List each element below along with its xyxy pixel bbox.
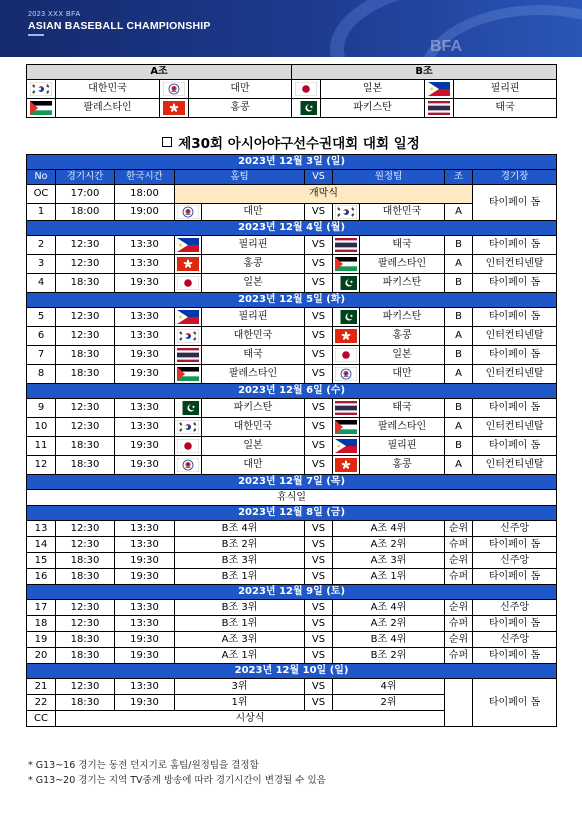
home-team: B조 4위	[175, 521, 305, 537]
match-no: 19	[27, 632, 56, 648]
match-group: A	[445, 365, 473, 384]
away-team: 팔레스타인	[360, 255, 445, 274]
match-kor-time: 19:30	[115, 632, 175, 648]
vs-label: VS	[305, 327, 333, 346]
match-group: 슈퍼	[445, 537, 473, 553]
vs-label: VS	[305, 255, 333, 274]
pakistan-flag-icon	[335, 276, 357, 290]
match-venue: 타이페이 돔	[473, 537, 557, 553]
match-kor-time: 13:30	[115, 600, 175, 616]
philippines-flag-icon	[428, 82, 450, 96]
match-kor-time: 13:30	[115, 308, 175, 327]
table-row	[27, 616, 557, 632]
home-team: 태국	[202, 346, 305, 365]
match-no: CC	[27, 711, 56, 727]
vs-label: VS	[305, 679, 333, 695]
match-group: 순위	[445, 600, 473, 616]
match-kor-time: 13:30	[115, 537, 175, 553]
vs-label: VS	[305, 437, 333, 456]
match-group: 순위	[445, 553, 473, 569]
table-row	[27, 648, 557, 664]
match-kor-time: 19:00	[115, 204, 175, 221]
day-header: 2023년 12월 3일 (일)	[27, 155, 557, 170]
table-row	[27, 185, 557, 204]
match-venue: 타이페이 돔	[473, 274, 557, 293]
match-venue: 타이페이 돔	[473, 308, 557, 327]
header-home: 홈팀	[175, 170, 305, 185]
away-team: A조 4위	[333, 600, 445, 616]
rest-day: 휴식일	[27, 490, 557, 506]
japan-flag-icon	[177, 276, 199, 290]
match-time: 17:00	[56, 185, 115, 204]
column-header-row	[27, 170, 557, 185]
opening-ceremony: 개막식	[175, 185, 473, 204]
closing-ceremony: 시상식	[56, 711, 445, 727]
korea-flag-icon	[30, 82, 52, 96]
away-team: 대한민국	[360, 204, 445, 221]
vs-label: VS	[305, 418, 333, 437]
match-time: 18:30	[56, 365, 115, 384]
vs-label: VS	[305, 632, 333, 648]
match-kor-time: 19:30	[115, 695, 175, 711]
pakistan-flag-icon	[295, 101, 317, 115]
table-row	[27, 236, 557, 255]
hongkong-flag-icon	[177, 257, 199, 271]
home-team: B조 1위	[175, 616, 305, 632]
match-time: 12:30	[56, 537, 115, 553]
match-group: 슈퍼	[445, 648, 473, 664]
header-no: No	[27, 170, 56, 185]
table-row	[27, 346, 557, 365]
group-team: 일본	[321, 80, 425, 99]
match-venue: 타이페이 돔	[473, 399, 557, 418]
day-header: 2023년 12월 5일 (화)	[27, 293, 557, 308]
taipei-flag-icon	[335, 367, 357, 381]
match-venue: 인터컨티넨탈	[473, 255, 557, 274]
match-kor-time: 19:30	[115, 437, 175, 456]
group-team: 대만	[189, 80, 292, 99]
match-no: 9	[27, 399, 56, 418]
table-row	[27, 274, 557, 293]
match-no: 11	[27, 437, 56, 456]
match-time: 18:30	[56, 456, 115, 475]
vs-label: VS	[305, 399, 333, 418]
header-away: 원정팀	[333, 170, 445, 185]
thailand-flag-icon	[428, 101, 450, 115]
home-team: 파키스탄	[202, 399, 305, 418]
match-no: 8	[27, 365, 56, 384]
group-team: 파키스탄	[321, 99, 425, 118]
table-row	[27, 437, 557, 456]
banner-watermark: BFA	[430, 38, 462, 55]
match-venue: 인터컨티넨탈	[473, 418, 557, 437]
group-team: 태국	[454, 99, 557, 118]
match-time: 12:30	[56, 521, 115, 537]
group-team: 필리핀	[454, 80, 557, 99]
group-table	[26, 64, 557, 118]
vs-label: VS	[305, 204, 333, 221]
match-kor-time: 13:30	[115, 236, 175, 255]
group-a-header: A조	[27, 65, 292, 80]
table-row	[27, 399, 557, 418]
match-kor-time: 13:30	[115, 399, 175, 418]
match-kor-time: 19:30	[115, 648, 175, 664]
match-time: 18:30	[56, 632, 115, 648]
home-team: 대만	[202, 456, 305, 475]
away-team: B조 4위	[333, 632, 445, 648]
home-team: 1위	[175, 695, 305, 711]
match-venue: 신주앙	[473, 600, 557, 616]
palestine-flag-icon	[335, 257, 357, 271]
match-no: 5	[27, 308, 56, 327]
match-time: 18:00	[56, 204, 115, 221]
away-team: A조 2위	[333, 616, 445, 632]
match-venue: 타이페이 돔	[473, 437, 557, 456]
match-time: 12:30	[56, 327, 115, 346]
match-venue: 타이페이 돔	[473, 236, 557, 255]
home-team: 대한민국	[202, 418, 305, 437]
home-team: 필리핀	[202, 308, 305, 327]
checkbox-square-icon	[162, 137, 172, 147]
palestine-flag-icon	[335, 420, 357, 434]
match-no: 7	[27, 346, 56, 365]
away-team: B조 2위	[333, 648, 445, 664]
home-team: 일본	[202, 274, 305, 293]
hongkong-flag-icon	[335, 458, 357, 472]
match-time: 12:30	[56, 255, 115, 274]
match-time: 18:30	[56, 553, 115, 569]
match-no: 12	[27, 456, 56, 475]
match-group: 슈퍼	[445, 616, 473, 632]
korea-flag-icon	[177, 329, 199, 343]
vs-label: VS	[305, 456, 333, 475]
match-kor-time: 13:30	[115, 418, 175, 437]
group-row	[27, 80, 557, 99]
match-kor-time: 19:30	[115, 456, 175, 475]
day-header: 2023년 12월 9일 (토)	[27, 585, 557, 600]
match-no: 10	[27, 418, 56, 437]
palestine-flag-icon	[177, 367, 199, 381]
banner-year: 2023 XXX BFA	[28, 11, 81, 18]
vs-label: VS	[305, 600, 333, 616]
match-kor-time: 13:30	[115, 255, 175, 274]
match-venue: 인터컨티넨탈	[473, 327, 557, 346]
table-row	[27, 308, 557, 327]
match-group: A	[445, 418, 473, 437]
match-no: 20	[27, 648, 56, 664]
taipei-flag-icon	[163, 82, 185, 96]
match-no: 22	[27, 695, 56, 711]
header-kor-time: 한국시간	[115, 170, 175, 185]
home-team: 대한민국	[202, 327, 305, 346]
vs-label: VS	[305, 308, 333, 327]
match-group: B	[445, 346, 473, 365]
match-group: 순위	[445, 521, 473, 537]
group-row	[27, 99, 557, 118]
taipei-flag-icon	[177, 205, 199, 219]
match-group: 슈퍼	[445, 569, 473, 585]
table-row	[27, 679, 557, 695]
banner-underline	[28, 34, 44, 36]
match-no: 3	[27, 255, 56, 274]
home-team: B조 2위	[175, 537, 305, 553]
table-row	[27, 553, 557, 569]
match-time: 12:30	[56, 399, 115, 418]
group-team: 대한민국	[56, 80, 160, 99]
group-team: 홍콩	[189, 99, 292, 118]
away-team: 일본	[360, 346, 445, 365]
away-team: 팔레스타인	[360, 418, 445, 437]
header-vs: VS	[305, 170, 333, 185]
match-venue: 타이페이 돔	[473, 185, 557, 221]
vs-label: VS	[305, 648, 333, 664]
match-group: B	[445, 236, 473, 255]
away-team: 2위	[333, 695, 445, 711]
match-time: 18:30	[56, 569, 115, 585]
match-no: 21	[27, 679, 56, 695]
away-team: 태국	[360, 236, 445, 255]
page-title	[0, 132, 582, 152]
match-venue: 타이페이 돔	[473, 346, 557, 365]
match-group: A	[445, 255, 473, 274]
match-group: B	[445, 399, 473, 418]
match-no: 17	[27, 600, 56, 616]
philippines-flag-icon	[177, 238, 199, 252]
match-venue: 타이페이 돔	[473, 648, 557, 664]
away-team: A조 4위	[333, 521, 445, 537]
table-row	[27, 521, 557, 537]
away-team: 파키스탄	[360, 308, 445, 327]
group-b-header: B조	[292, 65, 557, 80]
away-team: 대만	[360, 365, 445, 384]
match-no: 14	[27, 537, 56, 553]
match-group: B	[445, 308, 473, 327]
thailand-flag-icon	[177, 348, 199, 362]
day-header: 2023년 12월 8일 (금)	[27, 506, 557, 521]
match-venue: 타이페이 돔	[473, 679, 557, 727]
philippines-flag-icon	[177, 310, 199, 324]
match-group: A	[445, 327, 473, 346]
pakistan-flag-icon	[335, 310, 357, 324]
match-group: B	[445, 274, 473, 293]
vs-label: VS	[305, 521, 333, 537]
match-time: 18:30	[56, 346, 115, 365]
vs-label: VS	[305, 695, 333, 711]
home-team: 팔레스타인	[202, 365, 305, 384]
day-header: 2023년 12월 4일 (월)	[27, 221, 557, 236]
day-header: 2023년 12월 10일 (일)	[27, 664, 557, 679]
home-team: 일본	[202, 437, 305, 456]
table-row	[27, 418, 557, 437]
header-group: 조	[445, 170, 473, 185]
table-row	[27, 255, 557, 274]
table-row	[27, 537, 557, 553]
match-no: 15	[27, 553, 56, 569]
away-team: 태국	[360, 399, 445, 418]
match-group: B	[445, 437, 473, 456]
home-team: B조 3위	[175, 553, 305, 569]
match-kor-time: 19:30	[115, 274, 175, 293]
note-line: * G13~20 경기는 지역 TV중계 방송에 따라 경기시간이 변경될 수 있음	[28, 775, 326, 786]
match-no: 13	[27, 521, 56, 537]
match-time: 18:30	[56, 274, 115, 293]
match-time: 18:30	[56, 695, 115, 711]
table-row	[27, 600, 557, 616]
match-venue: 타이페이 돔	[473, 569, 557, 585]
match-group-blank	[445, 679, 473, 727]
vs-label: VS	[305, 365, 333, 384]
away-team: 4위	[333, 679, 445, 695]
match-venue: 신주앙	[473, 553, 557, 569]
match-no: 18	[27, 616, 56, 632]
match-time: 12:30	[56, 616, 115, 632]
table-row	[27, 365, 557, 384]
match-venue: 타이페이 돔	[473, 616, 557, 632]
match-venue: 인터컨티넨탈	[473, 365, 557, 384]
match-venue: 인터컨티넨탈	[473, 456, 557, 475]
match-group: 순위	[445, 632, 473, 648]
korea-flag-icon	[335, 205, 357, 219]
vs-label: VS	[305, 274, 333, 293]
page-title-text: 제30회 아시아야구선수권대회 대회 일정	[178, 136, 420, 152]
match-kor-time: 19:30	[115, 346, 175, 365]
match-kor-time: 13:30	[115, 521, 175, 537]
home-team: 3위	[175, 679, 305, 695]
match-no: 2	[27, 236, 56, 255]
group-team: 팔레스타인	[56, 99, 160, 118]
banner-title: ASIAN BASEBALL CHAMPIONSHIP	[28, 20, 211, 32]
japan-flag-icon	[177, 439, 199, 453]
match-kor-time: 13:30	[115, 616, 175, 632]
japan-flag-icon	[295, 82, 317, 96]
philippines-flag-icon	[335, 439, 357, 453]
match-time: 12:30	[56, 679, 115, 695]
day-header: 2023년 12월 7일 (목)	[27, 475, 557, 490]
header-time: 경기시간	[56, 170, 115, 185]
vs-label: VS	[305, 346, 333, 365]
match-kor-time: 13:30	[115, 679, 175, 695]
home-team: A조 3위	[175, 632, 305, 648]
palestine-flag-icon	[30, 101, 52, 115]
vs-label: VS	[305, 236, 333, 255]
home-team: 필리핀	[202, 236, 305, 255]
thailand-flag-icon	[335, 238, 357, 252]
vs-label: VS	[305, 616, 333, 632]
match-time: 18:30	[56, 437, 115, 456]
schedule-table	[26, 154, 557, 727]
match-no: 16	[27, 569, 56, 585]
match-time: 12:30	[56, 236, 115, 255]
match-kor-time: 19:30	[115, 569, 175, 585]
header-venue: 경기장	[473, 170, 557, 185]
away-team: 파키스탄	[360, 274, 445, 293]
vs-label: VS	[305, 537, 333, 553]
match-no: 6	[27, 327, 56, 346]
match-time: 12:30	[56, 600, 115, 616]
match-time: 12:30	[56, 308, 115, 327]
match-venue: 신주앙	[473, 521, 557, 537]
header-banner	[0, 0, 582, 57]
away-team: A조 2위	[333, 537, 445, 553]
note-line: * G13~16 경기는 동전 던지기로 홈팀/원정팀을 결정함	[28, 760, 259, 771]
match-time: 18:30	[56, 648, 115, 664]
home-team: 대만	[202, 204, 305, 221]
hongkong-flag-icon	[335, 329, 357, 343]
match-kor-time: 19:30	[115, 365, 175, 384]
home-team: 홍콩	[202, 255, 305, 274]
day-header: 2023년 12월 6일 (수)	[27, 384, 557, 399]
thailand-flag-icon	[335, 401, 357, 415]
match-no: 4	[27, 274, 56, 293]
match-no: 1	[27, 204, 56, 221]
table-row	[27, 327, 557, 346]
taipei-flag-icon	[177, 458, 199, 472]
match-venue: 신주앙	[473, 632, 557, 648]
vs-label: VS	[305, 569, 333, 585]
match-group: A	[445, 204, 473, 221]
japan-flag-icon	[335, 348, 357, 362]
away-team: A조 1위	[333, 569, 445, 585]
match-no: OC	[27, 185, 56, 204]
home-team: B조 3위	[175, 600, 305, 616]
vs-label: VS	[305, 553, 333, 569]
table-row	[27, 456, 557, 475]
away-team: 홍콩	[360, 327, 445, 346]
away-team: 필리핀	[360, 437, 445, 456]
home-team: B조 1위	[175, 569, 305, 585]
away-team: 홍콩	[360, 456, 445, 475]
table-row	[27, 632, 557, 648]
korea-flag-icon	[177, 420, 199, 434]
match-kor-time: 19:30	[115, 553, 175, 569]
match-group: A	[445, 456, 473, 475]
pakistan-flag-icon	[177, 401, 199, 415]
away-team: A조 3위	[333, 553, 445, 569]
match-time: 12:30	[56, 418, 115, 437]
match-kor-time: 18:00	[115, 185, 175, 204]
home-team: A조 1위	[175, 648, 305, 664]
table-row	[27, 569, 557, 585]
match-kor-time: 13:30	[115, 327, 175, 346]
hongkong-flag-icon	[163, 101, 185, 115]
